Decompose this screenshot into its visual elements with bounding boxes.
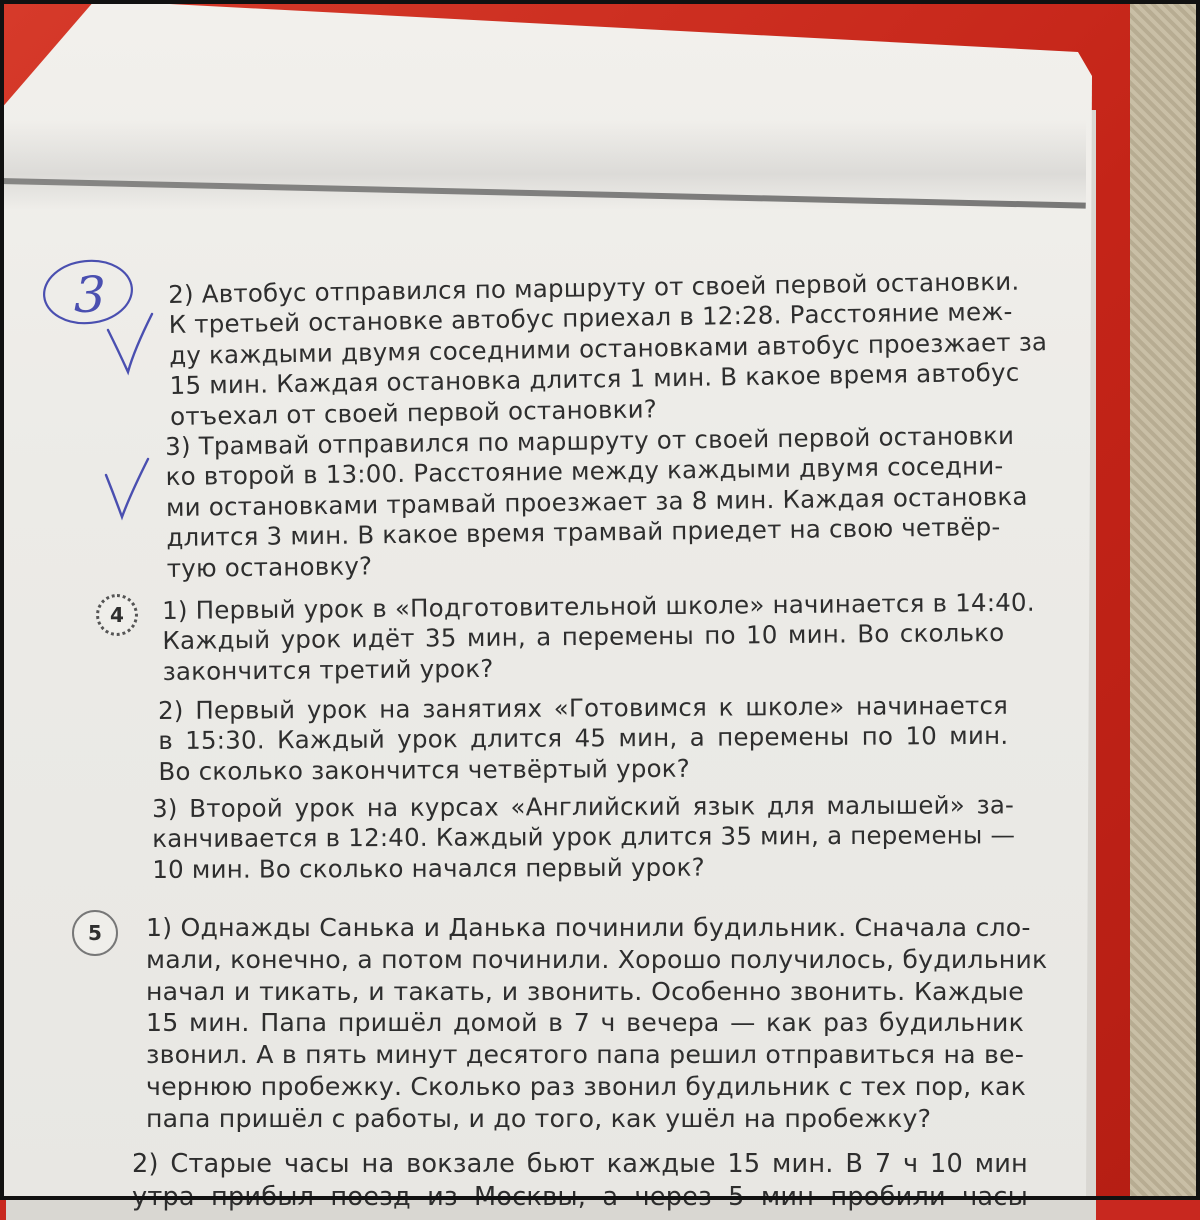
text-line: 2) Автобус отправился по маршруту от своей первой остановки.: [168, 266, 1020, 309]
text-line: 15 мин. Каждая остановка длится 1 мин. В какое время автобус: [169, 357, 1020, 401]
checkmark-icon: [100, 310, 160, 380]
text-line: канчивается в 12:40. Каждый урок длится 35 мин, а перемены —: [152, 820, 1016, 854]
text-line: тую остановку?: [166, 550, 373, 583]
text-line: утра прибыл поезд из Москвы, а через 5 мин пробили часы: [132, 1181, 1028, 1212]
text-line: 15 мин. Папа пришёл домой в 7 ч вечера — как раз будильник: [146, 1008, 1024, 1038]
text-line: 1) Однажды Санька и Данька починили будильник. Сначала сло-: [146, 913, 1031, 942]
handwritten-number-text: 3: [74, 266, 106, 324]
task5-item1-text: [146, 912, 1048, 1135]
text-line: чернюю пробежку. Сколько раз звонил будильник с тех пор, как: [146, 1071, 1027, 1101]
text-line: начал и тикать, и такать, и звонить. Особенно звонить. Каждые: [146, 976, 1024, 1006]
text-line: 3) Трамвай отправился по маршруту от своей первой остановки: [165, 420, 1015, 461]
text-line: 2) Старые часы на вокзале бьют каждые 15 мин. В 7 ч 10 мин: [132, 1149, 1028, 1179]
text-line: 3) Второй урок на курсах «Английский язык для малышей» за-: [152, 790, 1015, 823]
task-number-badge: [72, 910, 118, 956]
text-line: длится 3 мин. В какое время трамвай приедет на свою четвёр-: [166, 512, 1001, 553]
text-line: 2) Первый урок на занятиях «Готовимся к школе» начинается: [158, 690, 1009, 725]
task3-item2-text: [168, 266, 1048, 432]
text-line: Во сколько закончится четвёртый урок?: [158, 753, 691, 786]
text-line: 1) Первый урок в «Подготовительной школе» начинается в 14:40.: [162, 587, 1035, 625]
text-line: в 15:30. Каждый урок длится 45 мин, а перемены по 10 мин.: [158, 721, 1009, 756]
task-number-badge: [96, 594, 138, 636]
text-line: закончится третий урок?: [162, 653, 494, 686]
text-line: отъехал от своей первой остановки?: [169, 393, 658, 431]
text-line: мали, конечно, а потом починили. Хорошо получилось, будильник: [146, 944, 1048, 974]
task-number: 5: [88, 921, 102, 945]
text-line: ду каждыми двумя соседними остановками автобус проезжает за: [168, 327, 1048, 370]
text-line: звонил. А в пять минут десятого папа решил отправиться на ве-: [146, 1040, 1024, 1070]
text-line: К третьей остановке автобус приехал в 12:28. Расстояние меж-: [168, 297, 1013, 340]
task5-item2-text: [132, 1148, 1028, 1213]
text-line: 10 мин. Во сколько начался первый урок?: [152, 852, 705, 884]
task4-item3-text: [152, 790, 1014, 885]
task3-item3-text: [165, 420, 1028, 584]
task-number: 4: [110, 603, 124, 627]
task4-item2-text: [158, 691, 1009, 787]
text-line: Каждый урок идёт 35 мин, а перемены по 10 мин. Во сколько: [162, 618, 1005, 656]
text-line: ко второй в 13:00. Расстояние между каждыми двумя соседни-: [165, 451, 1004, 492]
text-line: папа пришёл с работы, и до того, как ушёл на пробежку?: [146, 1103, 932, 1133]
checkmark-icon: [98, 455, 158, 525]
task4-item1-text: [162, 587, 1035, 687]
text-line: ми остановками трамвай проезжает за 8 мин. Каждая остановка: [165, 481, 1028, 522]
